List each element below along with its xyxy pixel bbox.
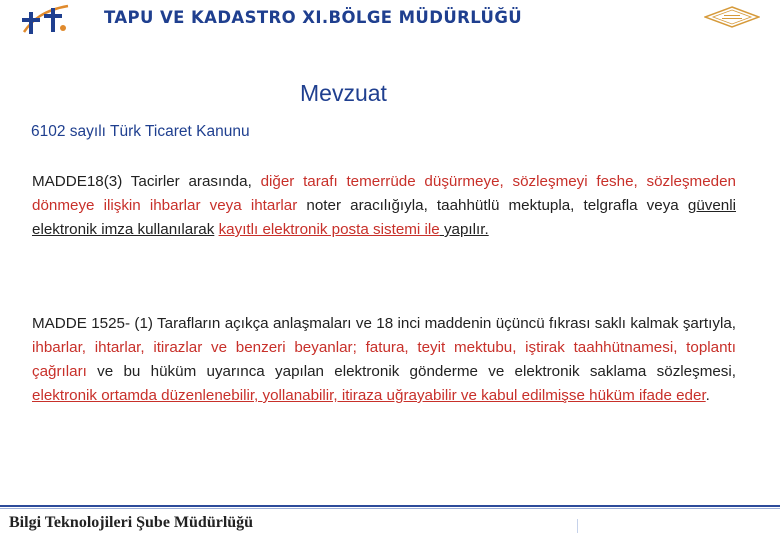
- footer-text: Bilgi Teknolojileri Şube Müdürlüğü: [9, 514, 254, 531]
- article-1525-paragraph: [32, 312, 736, 408]
- text-segment: noter aracılığıyla, taahhütlü mektupla, telgrafla veya: [297, 197, 688, 214]
- header: [0, 0, 780, 36]
- text-segment: .: [705, 387, 710, 404]
- footer-divider: [0, 505, 780, 507]
- highlighted-underlined-text: kayıtlı elektronik posta sistemi ile: [218, 221, 440, 238]
- text-segment: ve bu hüküm uyarınca yapılan elektronik gönderme ve elektronik saklama sözleşmesi,: [86, 363, 736, 380]
- highlighted-text: diğer tarafı temerrüde düşürmeye, sözleşmeyi feshe, sözleşmeden dönmeye ilişkin ihbarlar veya ihtarlar: [32, 173, 736, 214]
- footer-mark: [577, 519, 578, 533]
- emblem-badge-icon: [704, 6, 760, 28]
- page-title: Mevzuat: [300, 80, 387, 106]
- text-segment: MADDE 1525- (1) Tarafların açıkça anlaşmaları ve 18 inci maddenin üçüncü fıkrası saklı kalmak şartıyla,: [32, 315, 736, 332]
- underlined-text: yapılır.: [439, 221, 489, 238]
- footer-divider-thin: [0, 508, 780, 509]
- highlighted-text: ihbarlar, ihtarlar, itirazlar ve benzeri beyanlar; fatura, teyit mektubu, iştirak taahhütnamesi, toplantı çağrıları: [32, 339, 736, 380]
- highlighted-underlined-text: elektronik ortamda düzenlenebilir, yollanabilir, itiraza uğrayabilir ve kabul edilmişse hüküm ifade eder: [32, 387, 706, 404]
- tk-logo-icon: [18, 2, 74, 36]
- underlined-text: güvenli elektronik imza kullanılarak: [32, 197, 737, 238]
- law-title: 6102 sayılı Türk Ticaret Kanunu: [31, 123, 250, 140]
- article-18-paragraph: [32, 170, 736, 242]
- header-title: TAPU VE KADASTRO XI.BÖLGE MÜDÜRLÜĞÜ: [104, 8, 523, 27]
- text-segment: MADDE18(3) Tacirler arasında,: [32, 173, 261, 190]
